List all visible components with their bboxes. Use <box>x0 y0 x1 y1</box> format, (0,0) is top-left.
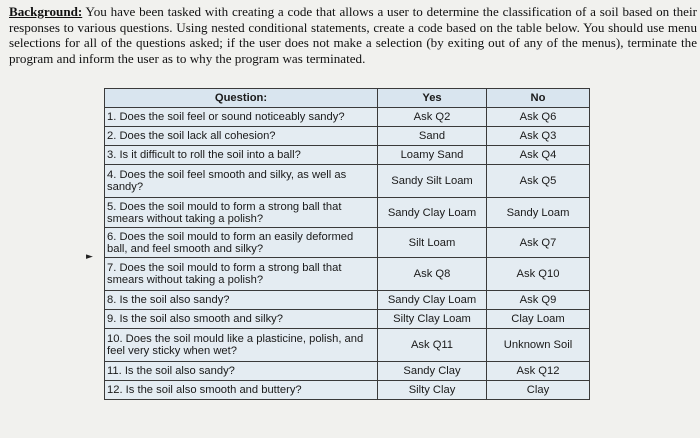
yes-cell: Silt Loam <box>378 228 487 258</box>
yes-cell: Ask Q8 <box>378 258 487 291</box>
no-cell: Clay <box>487 381 590 400</box>
table-row <box>105 228 590 258</box>
no-cell: Ask Q9 <box>487 291 590 310</box>
yes-cell: Silty Clay Loam <box>378 310 487 329</box>
background-heading: Background: <box>9 4 83 19</box>
question-cell: 4. Does the soil feel smooth and silky, as well as sandy? <box>105 165 378 198</box>
question-cell: 5. Does the soil mould to form a strong ball that smears without taking a polish? <box>105 198 378 228</box>
arrow-pointer-icon: ► <box>86 252 93 262</box>
no-cell: Ask Q3 <box>487 127 590 146</box>
table-row <box>105 198 590 228</box>
table-row <box>105 258 590 291</box>
yes-cell: Sand <box>378 127 487 146</box>
header-yes: Yes <box>378 89 487 108</box>
no-cell: Ask Q6 <box>487 108 590 127</box>
no-cell: Sandy Loam <box>487 198 590 228</box>
no-cell: Ask Q4 <box>487 146 590 165</box>
no-cell: Ask Q10 <box>487 258 590 291</box>
yes-cell: Sandy Silt Loam <box>378 165 487 198</box>
question-cell: 6. Does the soil mould to form an easily deformed ball, and feel smooth and silky? <box>105 228 378 258</box>
header-question: Question: <box>105 89 378 108</box>
no-cell: Clay Loam <box>487 310 590 329</box>
table-row <box>105 291 590 310</box>
table-row <box>105 310 590 329</box>
yes-cell: Sandy Clay Loam <box>378 291 487 310</box>
table-header-row <box>105 89 590 108</box>
question-cell: 1. Does the soil feel or sound noticeably sandy? <box>105 108 378 127</box>
question-cell: 3. Is it difficult to roll the soil into a ball? <box>105 146 378 165</box>
question-cell: 2. Does the soil lack all cohesion? <box>105 127 378 146</box>
question-cell: 12. Is the soil also smooth and buttery? <box>105 381 378 400</box>
yes-cell: Ask Q11 <box>378 329 487 362</box>
question-cell: 11. Is the soil also sandy? <box>105 362 378 381</box>
table-row <box>105 381 590 400</box>
no-cell: Ask Q5 <box>487 165 590 198</box>
question-cell: 9. Is the soil also smooth and silky? <box>105 310 378 329</box>
yes-cell: Loamy Sand <box>378 146 487 165</box>
no-cell: Unknown Soil <box>487 329 590 362</box>
no-cell: Ask Q7 <box>487 228 590 258</box>
header-no: No <box>487 89 590 108</box>
yes-cell: Silty Clay <box>378 381 487 400</box>
yes-cell: Ask Q2 <box>378 108 487 127</box>
soil-classification-table <box>104 88 590 400</box>
no-cell: Ask Q12 <box>487 362 590 381</box>
table-row <box>105 329 590 362</box>
yes-cell: Sandy Clay Loam <box>378 198 487 228</box>
background-paragraph <box>9 4 697 66</box>
background-text: You have been tasked with creating a code that allows a user to determine the classification of a soil based on their responses to various questions. Using nested conditional statements, create a code based on the table below. You should use menu selections for all of the questions asked; if the user does not make a selection (by exiting out of any of the menus), terminate the program and inform the user as to why the program was terminated. <box>9 4 697 66</box>
table-row <box>105 127 590 146</box>
table-row <box>105 362 590 381</box>
table-row <box>105 146 590 165</box>
table-row <box>105 165 590 198</box>
question-cell: 7. Does the soil mould to form a strong ball that smears without taking a polish? <box>105 258 378 291</box>
question-cell: 8. Is the soil also sandy? <box>105 291 378 310</box>
yes-cell: Sandy Clay <box>378 362 487 381</box>
question-cell: 10. Does the soil mould like a plasticine, polish, and feel very sticky when wet? <box>105 329 378 362</box>
table-row <box>105 108 590 127</box>
